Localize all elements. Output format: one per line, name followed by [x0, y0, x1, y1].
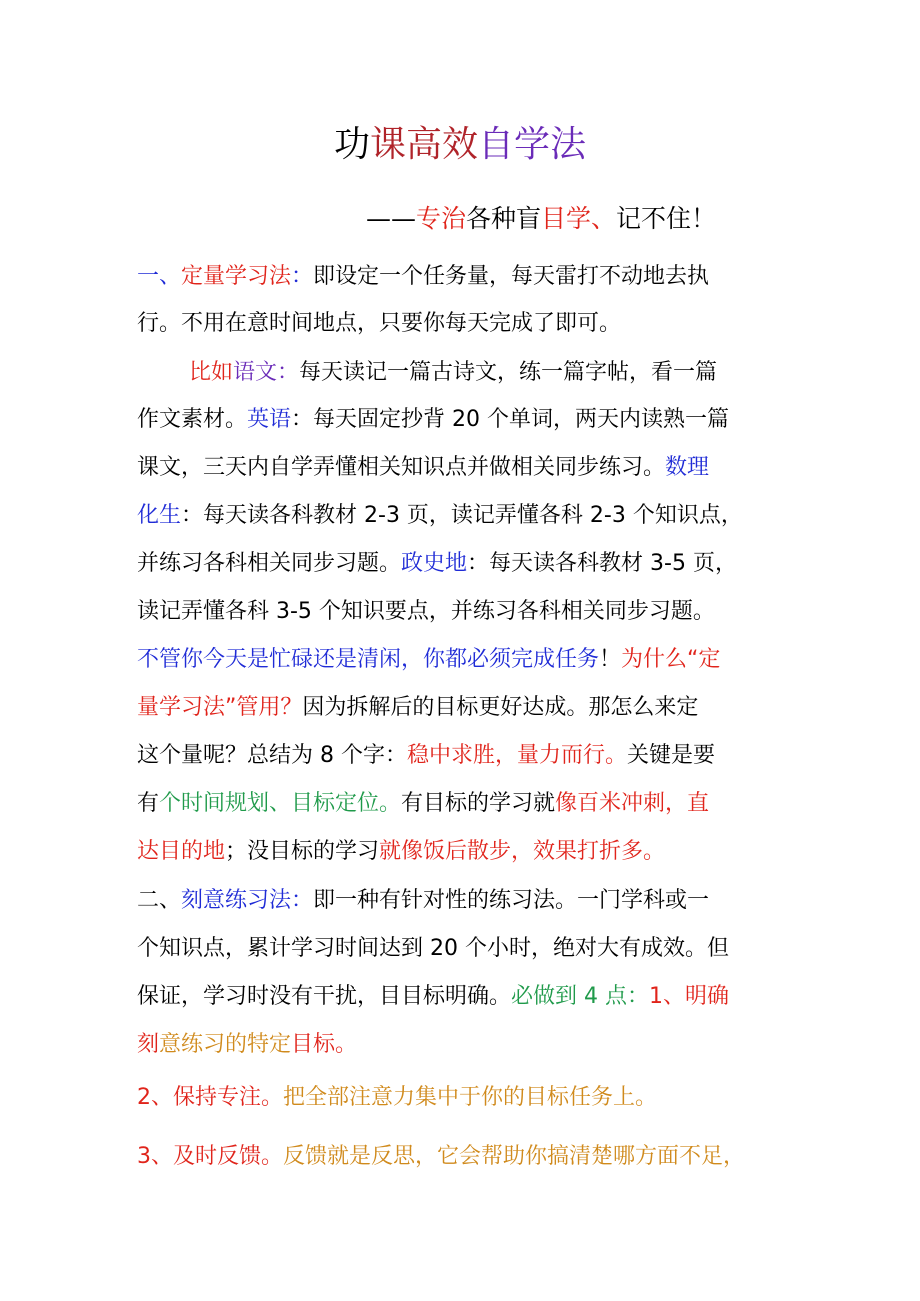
text-line	[137, 1140, 745, 1174]
text-segment: ！	[599, 647, 622, 672]
page-subtitle	[366, 200, 716, 238]
text-line	[137, 643, 720, 677]
subtitle-part-2: 专治	[416, 204, 467, 233]
text-segment: 数理	[665, 455, 710, 480]
text-segment: 就像饭后散步，效果打折多。	[379, 839, 666, 864]
text-segment: 量学习法”管用？	[137, 695, 303, 720]
text-line	[137, 884, 709, 918]
text-segment: 有目标的学习就	[401, 791, 556, 816]
text-segment: 即一种有针对性的练习法。一门学科或一	[313, 888, 710, 913]
title-part-3: 高效	[406, 124, 479, 165]
text-segment: ；没目标的学习	[225, 839, 380, 864]
text-line	[137, 932, 729, 966]
text-segment: ：每天读各科教材 2-3 页，读记弄懂各科 2-3 个知识点，	[181, 503, 743, 528]
title-part-2: 课	[369, 124, 406, 165]
text-segment: 必做到 4 点：	[511, 984, 649, 1009]
subtitle-part-4: 目学、	[541, 204, 617, 233]
text-segment: 这个量呢？总结为 8 个字：	[137, 743, 407, 768]
text-segment: 3、及时反馈。	[137, 1144, 283, 1169]
text-segment: ：	[291, 264, 314, 289]
text-segment: 刻	[137, 1032, 160, 1057]
text-segment: 把全部注意力集中于你的目标任务上。	[283, 1085, 658, 1110]
text-segment: 保证，学习时没有干扰，目目标明确。	[137, 984, 512, 1009]
text-segment: 1、明确	[649, 984, 729, 1009]
text-segment: 语文：	[233, 360, 300, 385]
text-segment: 政史地	[401, 551, 468, 576]
text-segment: 每天读记一篇古诗文，练一篇字帖，看一篇	[299, 360, 718, 385]
text-segment: 二、	[137, 888, 182, 913]
text-segment: 关键是要	[627, 743, 716, 768]
text-line	[137, 499, 743, 533]
text-line	[137, 547, 737, 581]
text-segment: 2、保持专注。	[137, 1085, 283, 1110]
text-segment: 英语	[247, 407, 292, 432]
text-line	[137, 1081, 657, 1115]
text-line	[137, 739, 715, 773]
text-line	[137, 835, 665, 869]
text-segment: 个时间规划、目标定位。	[159, 791, 402, 816]
text-line	[189, 356, 717, 390]
text-segment: 刻意练习法：	[181, 888, 314, 913]
text-segment: 不管你今天是忙碌还是清闲，你都必须完成任务	[137, 647, 600, 672]
text-segment: 为什么“定	[621, 647, 721, 672]
text-segment: 读记弄懂各科 3-5 个知识要点，并练习各科相关同步习题。	[137, 599, 715, 624]
text-line	[137, 691, 698, 725]
page-title	[0, 122, 920, 168]
subtitle-part-5: 记不住！	[616, 204, 717, 233]
text-segment: ：每天读各科教材 3-5 页，	[467, 551, 737, 576]
text-segment: 稳中求胜，量力而行。	[406, 743, 627, 768]
text-segment: 个知识点，累计学习时间达到 20 个小时，绝对大有成效。但	[137, 936, 729, 961]
text-line	[137, 980, 729, 1014]
text-segment: 一、	[137, 264, 182, 289]
text-line	[137, 1028, 357, 1062]
text-segment: 像百米冲刺，直	[555, 791, 710, 816]
text-segment: 行。不用在意时间地点，只要你每天完成了即可。	[137, 311, 622, 336]
text-line	[137, 451, 709, 485]
text-segment: 定量学习法	[181, 264, 292, 289]
text-segment: 课文，三天内自学弄懂相关知识点并做相关同步练习。	[137, 455, 666, 480]
text-segment: 即设定一个任务量，每天雷打不动地去执	[313, 264, 710, 289]
text-segment: 目标。	[291, 1032, 358, 1057]
text-segment: 反馈就是反思，它会帮助你搞清楚哪方面不足，	[283, 1144, 746, 1169]
text-segment: 有	[137, 791, 160, 816]
title-part-4: 自学法	[478, 124, 587, 165]
text-segment: 达目的地	[137, 839, 226, 864]
text-line	[137, 595, 715, 629]
text-segment: ：每天固定抄背 20 个单词，两天内读熟一篇	[291, 407, 730, 432]
subtitle-part-1: ——	[366, 204, 416, 233]
text-segment: 意练习的特定	[159, 1032, 292, 1057]
text-line	[137, 307, 621, 341]
text-segment: 作文素材。	[137, 407, 248, 432]
text-line	[137, 787, 709, 821]
text-segment: 并练习各科相关同步习题。	[137, 551, 402, 576]
text-segment: 化生	[137, 503, 182, 528]
text-segment: 因为拆解后的目标更好达成。那怎么来定	[302, 695, 699, 720]
text-segment: 比如	[189, 360, 234, 385]
title-part-1: 功	[333, 124, 370, 165]
subtitle-part-3: 各种盲	[466, 204, 542, 233]
text-line	[137, 260, 709, 294]
text-line	[137, 403, 729, 437]
